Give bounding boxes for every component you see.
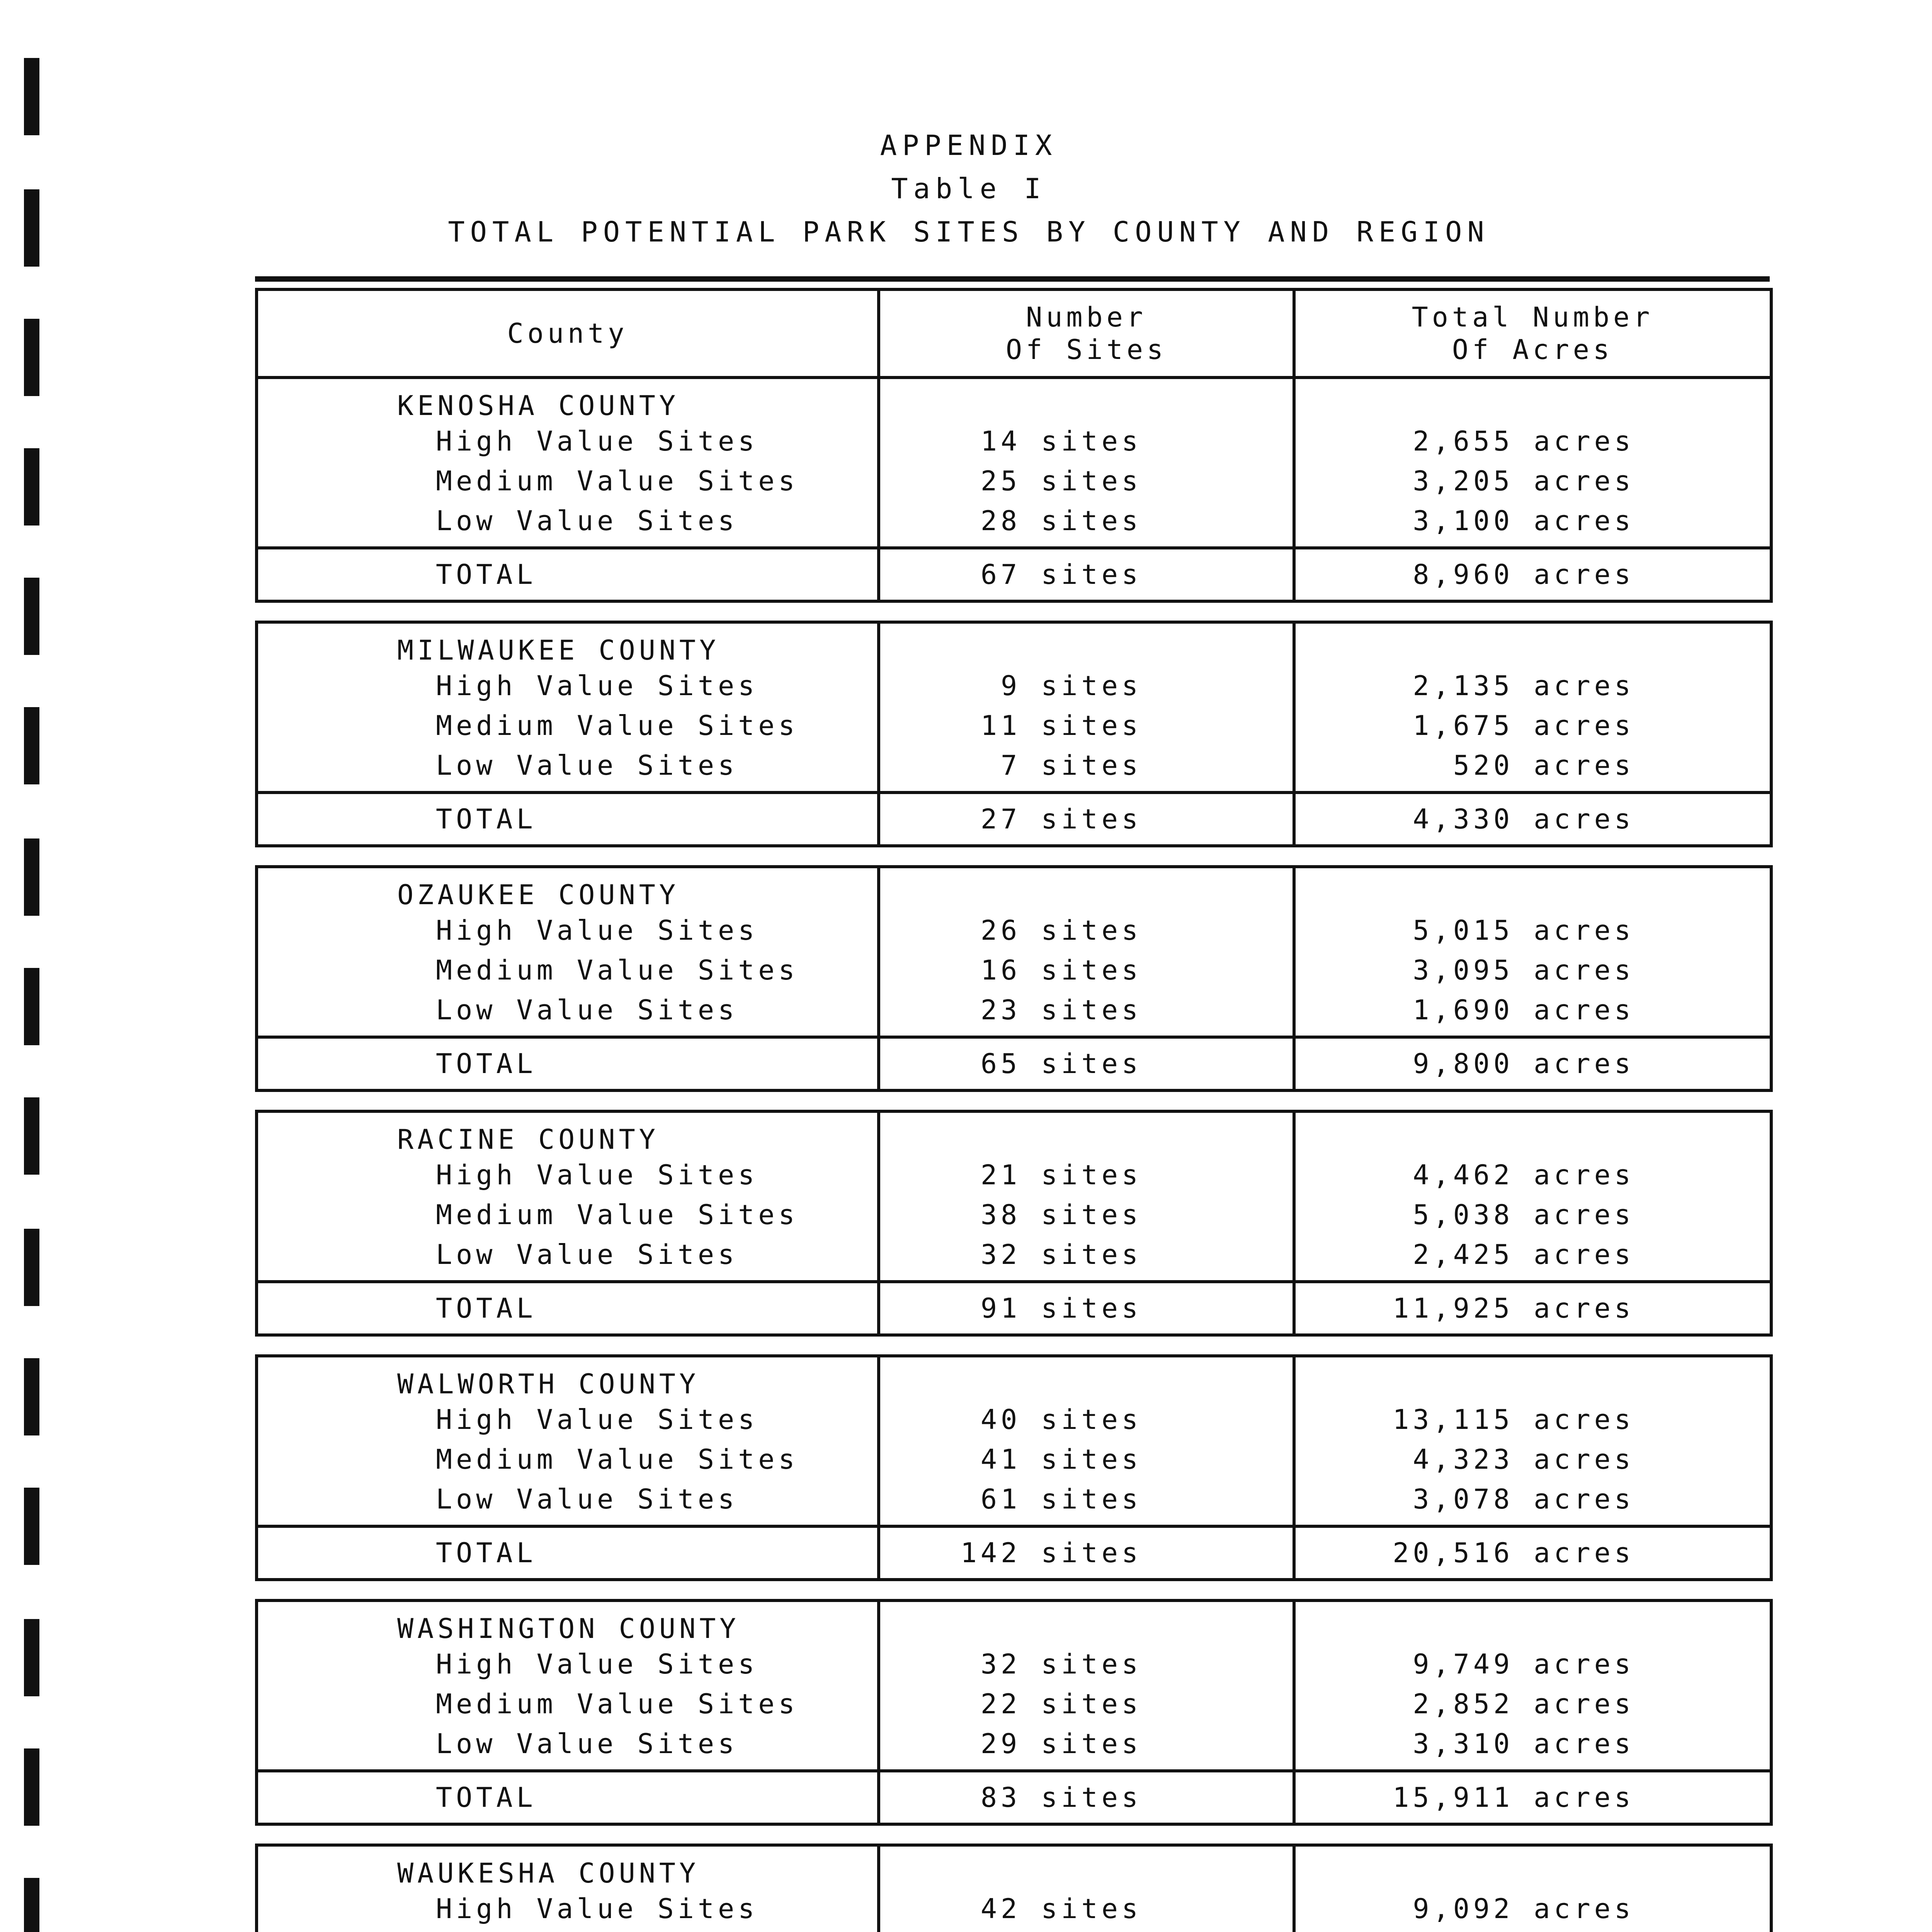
- acres-column-header: Total Number Of Acres: [1294, 289, 1771, 378]
- table-row: [257, 1400, 1771, 1440]
- table-row: [257, 1684, 1771, 1724]
- county-name-row: [257, 1845, 1771, 1889]
- punch-mark: [24, 448, 39, 526]
- empty-cell: [1294, 1356, 1771, 1400]
- sites-count: 11 sites: [879, 706, 1294, 746]
- acres-total: [1294, 1929, 1771, 1932]
- sites-count: 38 sites: [879, 1195, 1294, 1235]
- acres-total: 5,015 acres: [1294, 911, 1771, 951]
- punch-mark: [24, 1748, 39, 1826]
- table-row: [257, 706, 1771, 746]
- county-name: OZAUKEE COUNTY: [257, 867, 879, 911]
- punch-mark: [24, 319, 39, 396]
- site-category-label: Low Value Sites: [257, 1235, 879, 1282]
- table-row: [257, 911, 1771, 951]
- total-sites: 67 sites: [879, 548, 1294, 601]
- total-label: TOTAL: [257, 1526, 879, 1580]
- site-category-label: High Value Sites: [257, 422, 879, 461]
- total-sites: 65 sites: [879, 1037, 1294, 1090]
- total-label: TOTAL: [257, 1282, 879, 1335]
- group-spacer: [257, 1090, 1771, 1111]
- total-acres: 15,911 acres: [1294, 1771, 1771, 1824]
- table-body: [257, 378, 1771, 1932]
- spacer-cell: [257, 1580, 1771, 1600]
- sites-count: 7 sites: [879, 746, 1294, 793]
- sites-count: 40 sites: [879, 1400, 1294, 1440]
- page-header: [0, 124, 1932, 253]
- table-title: TOTAL POTENTIAL PARK SITES BY COUNTY AND REGION: [448, 216, 1490, 248]
- group-spacer: [257, 846, 1771, 867]
- total-acres: 9,800 acres: [1294, 1037, 1771, 1090]
- acres-total: 5,038 acres: [1294, 1195, 1771, 1235]
- sites-count: [879, 1929, 1294, 1932]
- punch-mark: [24, 1229, 39, 1306]
- punch-mark: [24, 968, 39, 1045]
- spacer-cell: [257, 1824, 1771, 1845]
- punch-mark: [24, 1358, 39, 1435]
- acres-total: 520 acres: [1294, 746, 1771, 793]
- county-name-row: [257, 622, 1771, 666]
- total-row: [257, 1526, 1771, 1580]
- table-row: [257, 1195, 1771, 1235]
- county-column-header: County: [257, 289, 879, 378]
- total-row: [257, 1282, 1771, 1335]
- sites-count: 29 sites: [879, 1724, 1294, 1771]
- site-category-label: [257, 1929, 879, 1932]
- total-row: [257, 1037, 1771, 1090]
- site-category-label: High Value Sites: [257, 1400, 879, 1440]
- county-name: WALWORTH COUNTY: [257, 1356, 879, 1400]
- group-spacer: [257, 601, 1771, 622]
- sites-count: 28 sites: [879, 501, 1294, 548]
- table-row: [257, 1235, 1771, 1282]
- acres-total: 2,135 acres: [1294, 666, 1771, 706]
- total-label: TOTAL: [257, 1037, 879, 1090]
- county-name-row: [257, 1356, 1771, 1400]
- total-label: TOTAL: [257, 1771, 879, 1824]
- table-row: [257, 1889, 1771, 1929]
- spacer-cell: [257, 1090, 1771, 1111]
- site-category-label: High Value Sites: [257, 666, 879, 706]
- site-category-label: Medium Value Sites: [257, 1684, 879, 1724]
- acres-total: 2,655 acres: [1294, 422, 1771, 461]
- site-category-label: Medium Value Sites: [257, 706, 879, 746]
- empty-cell: [879, 1845, 1294, 1889]
- county-name-row: [257, 1111, 1771, 1155]
- acres-total: 1,690 acres: [1294, 990, 1771, 1037]
- site-category-label: Low Value Sites: [257, 746, 879, 793]
- sites-count: 22 sites: [879, 1684, 1294, 1724]
- total-sites: 142 sites: [879, 1526, 1294, 1580]
- sites-count: 42 sites: [879, 1889, 1294, 1929]
- county-name-row: [257, 867, 1771, 911]
- punch-mark: [24, 1488, 39, 1565]
- table-row: [257, 666, 1771, 706]
- total-row: [257, 1771, 1771, 1824]
- sites-count: 14 sites: [879, 422, 1294, 461]
- empty-cell: [1294, 1111, 1771, 1155]
- appendix-heading: APPENDIX: [880, 129, 1058, 162]
- total-sites: 91 sites: [879, 1282, 1294, 1335]
- table-row: [257, 1480, 1771, 1526]
- empty-cell: [879, 378, 1294, 422]
- sites-count: 32 sites: [879, 1645, 1294, 1684]
- acres-total: 9,092 acres: [1294, 1889, 1771, 1929]
- table-row: [257, 951, 1771, 990]
- group-spacer: [257, 1335, 1771, 1356]
- total-label: TOTAL: [257, 548, 879, 601]
- empty-cell: [879, 622, 1294, 666]
- site-category-label: Low Value Sites: [257, 1480, 879, 1526]
- acres-total: 1,675 acres: [1294, 706, 1771, 746]
- total-acres: 11,925 acres: [1294, 1282, 1771, 1335]
- spacer-cell: [257, 1335, 1771, 1356]
- table-row: [257, 990, 1771, 1037]
- group-spacer: [257, 1824, 1771, 1845]
- sites-count: 61 sites: [879, 1480, 1294, 1526]
- sites-count: 26 sites: [879, 911, 1294, 951]
- acres-total: 4,323 acres: [1294, 1440, 1771, 1480]
- punch-mark: [24, 1619, 39, 1696]
- county-name: RACINE COUNTY: [257, 1111, 879, 1155]
- site-category-label: High Value Sites: [257, 1889, 879, 1929]
- county-name-row: [257, 378, 1771, 422]
- acres-total: 3,078 acres: [1294, 1480, 1771, 1526]
- acres-total: 3,205 acres: [1294, 461, 1771, 501]
- county-name: WASHINGTON COUNTY: [257, 1600, 879, 1645]
- empty-cell: [1294, 378, 1771, 422]
- sites-count: 23 sites: [879, 990, 1294, 1037]
- sites-count: 9 sites: [879, 666, 1294, 706]
- total-sites: 83 sites: [879, 1771, 1294, 1824]
- county-name: MILWAUKEE COUNTY: [257, 622, 879, 666]
- total-acres: 20,516 acres: [1294, 1526, 1771, 1580]
- sites-column-header: Number Of Sites: [879, 289, 1294, 378]
- site-category-label: Medium Value Sites: [257, 1440, 879, 1480]
- site-category-label: Medium Value Sites: [257, 951, 879, 990]
- empty-cell: [879, 1356, 1294, 1400]
- empty-cell: [1294, 622, 1771, 666]
- site-category-label: High Value Sites: [257, 1155, 879, 1195]
- acres-total: 9,749 acres: [1294, 1645, 1771, 1684]
- empty-cell: [879, 1600, 1294, 1645]
- spacer-cell: [257, 601, 1771, 622]
- table-number: Table I: [891, 172, 1046, 205]
- empty-cell: [1294, 867, 1771, 911]
- sites-count: 41 sites: [879, 1440, 1294, 1480]
- empty-cell: [879, 867, 1294, 911]
- total-acres: 8,960 acres: [1294, 548, 1771, 601]
- acres-total: 2,425 acres: [1294, 1235, 1771, 1282]
- punch-mark: [24, 838, 39, 916]
- total-acres: 4,330 acres: [1294, 793, 1771, 846]
- acres-total: 13,115 acres: [1294, 1400, 1771, 1440]
- empty-cell: [1294, 1600, 1771, 1645]
- total-label: TOTAL: [257, 793, 879, 846]
- punch-mark: [24, 1878, 39, 1932]
- site-category-label: Medium Value Sites: [257, 461, 879, 501]
- acres-total: 2,852 acres: [1294, 1684, 1771, 1724]
- total-sites: 27 sites: [879, 793, 1294, 846]
- table-row: [257, 461, 1771, 501]
- punch-mark: [24, 707, 39, 784]
- park-sites-table: [255, 288, 1773, 1932]
- site-category-label: Low Value Sites: [257, 501, 879, 548]
- table-row: [257, 746, 1771, 793]
- acres-total: 3,310 acres: [1294, 1724, 1771, 1771]
- acres-total: 3,100 acres: [1294, 501, 1771, 548]
- site-category-label: High Value Sites: [257, 911, 879, 951]
- punch-mark: [24, 1097, 39, 1175]
- table-row: [257, 1724, 1771, 1771]
- site-category-label: Low Value Sites: [257, 990, 879, 1037]
- acres-total: 3,095 acres: [1294, 951, 1771, 990]
- table-header-row: [257, 289, 1771, 378]
- site-category-label: High Value Sites: [257, 1645, 879, 1684]
- empty-cell: [879, 1111, 1294, 1155]
- site-category-label: Low Value Sites: [257, 1724, 879, 1771]
- group-spacer: [257, 1580, 1771, 1600]
- sites-count: 32 sites: [879, 1235, 1294, 1282]
- park-sites-table-container: [255, 276, 1770, 1932]
- acres-total: 4,462 acres: [1294, 1155, 1771, 1195]
- table-row: [257, 1440, 1771, 1480]
- site-category-label: Medium Value Sites: [257, 1195, 879, 1235]
- total-row: [257, 548, 1771, 601]
- table-row: [257, 1155, 1771, 1195]
- county-name: WAUKESHA COUNTY: [257, 1845, 879, 1889]
- county-name-row: [257, 1600, 1771, 1645]
- table-row: [257, 1929, 1771, 1932]
- total-row: [257, 793, 1771, 846]
- punch-mark: [24, 578, 39, 655]
- sites-count: 16 sites: [879, 951, 1294, 990]
- sites-count: 21 sites: [879, 1155, 1294, 1195]
- table-row: [257, 422, 1771, 461]
- empty-cell: [1294, 1845, 1771, 1889]
- table-row: [257, 501, 1771, 548]
- county-name: KENOSHA COUNTY: [257, 378, 879, 422]
- spacer-cell: [257, 846, 1771, 867]
- table-row: [257, 1645, 1771, 1684]
- sites-count: 25 sites: [879, 461, 1294, 501]
